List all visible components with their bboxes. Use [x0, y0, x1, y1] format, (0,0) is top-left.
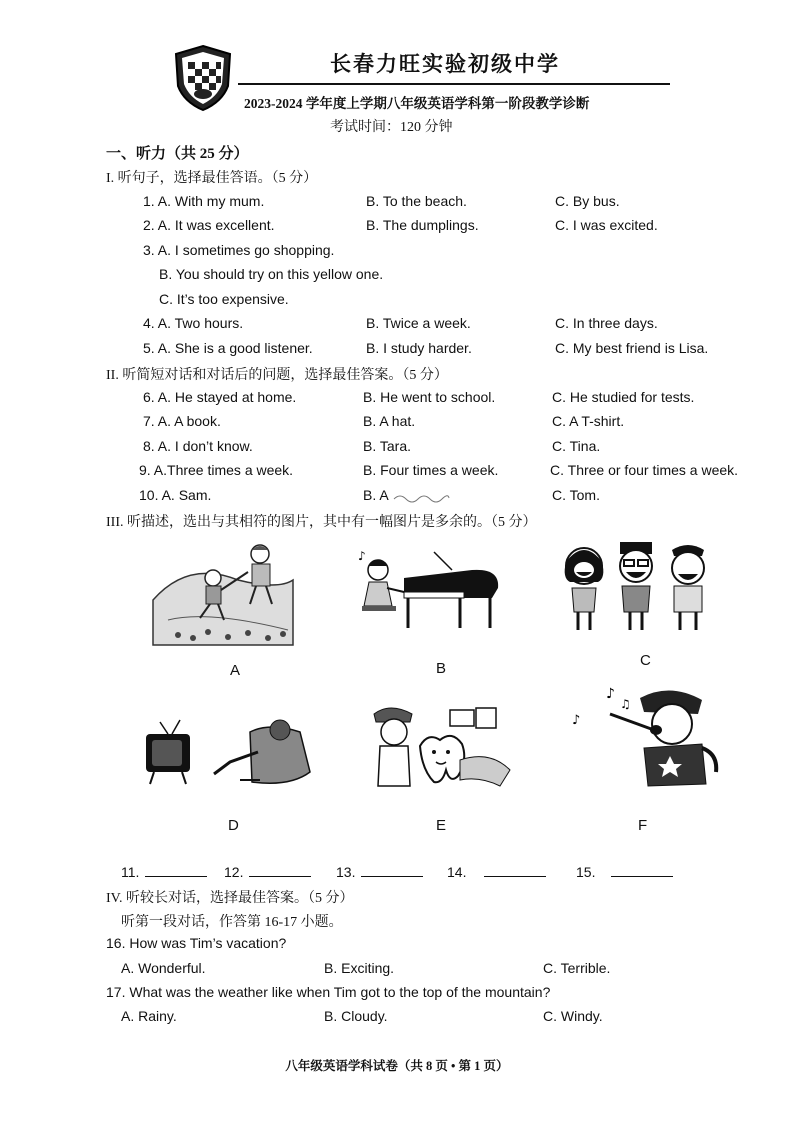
- answer-blank-12[interactable]: [224, 864, 311, 880]
- option-9b: B. Four times a week.: [363, 462, 499, 478]
- section-title: III. 听描述，选出与其相符的图片，其中有一幅图片是多余的。（5 分）: [106, 515, 537, 530]
- picture-f-singing-boy: [570, 684, 720, 790]
- answer-blank-11[interactable]: [121, 864, 207, 880]
- option-17b: B. Cloudy.: [324, 1008, 388, 1024]
- option-4a: 4. A. Two hours.: [143, 315, 244, 331]
- option-9a: 9. A.Three times a week.: [139, 462, 294, 478]
- option-4b: B. Twice a week.: [366, 315, 471, 331]
- option-17a: A. Rainy.: [121, 1008, 177, 1024]
- blank-number: 13.: [336, 864, 356, 880]
- option-7c: C. A T-shirt.: [552, 413, 625, 429]
- picture-d-watching-tv: [140, 712, 320, 792]
- svg-text:♪: ♪: [358, 549, 366, 563]
- svg-text:♫: ♫: [620, 697, 631, 711]
- picture-label-b: B: [436, 660, 447, 677]
- header-rule: [238, 83, 670, 85]
- picture-a-children-outdoors: [148, 540, 298, 650]
- option-1a: 1. A. With my mum.: [143, 193, 265, 209]
- option-7a: 7. A. A book.: [143, 413, 221, 429]
- blank-number: 15.: [576, 864, 596, 880]
- picture-label-e: E: [436, 817, 447, 834]
- exam-subtitle: 2023-2024 学年度上学期八年级英语学科第一阶段教学诊断: [244, 96, 590, 111]
- option-17c: C. Windy.: [543, 1008, 603, 1024]
- illegible-scribble: [392, 490, 450, 504]
- question-17: 17. What was the weather like when Tim got to the top of the mountain?: [106, 984, 551, 1000]
- svg-text:♪: ♪: [606, 686, 615, 702]
- blank-number: 14.: [447, 864, 467, 880]
- picture-b-girl-piano: [352, 548, 502, 630]
- school-name: 长春力旺实验初级中学: [330, 52, 560, 76]
- option-8a: 8. A. I don’t know.: [143, 438, 253, 454]
- option-3c: C. It’s too expensive.: [159, 291, 289, 307]
- option-8b: B. Tara.: [363, 438, 411, 454]
- option-2a: 2. A. It was excellent.: [143, 217, 275, 233]
- answer-blank-13[interactable]: [336, 864, 423, 880]
- exam-time: 考试时间：120 分钟: [330, 120, 453, 135]
- picture-label-f: F: [638, 817, 648, 834]
- option-3a: 3. A. I sometimes go shopping.: [143, 242, 335, 258]
- option-5a: 5. A. She is a good listener.: [143, 340, 313, 356]
- picture-label-a: A: [230, 662, 241, 679]
- option-4c: C. In three days.: [555, 315, 658, 331]
- option-3b: B. You should try on this yellow one.: [159, 266, 384, 282]
- svg-text:♪: ♪: [572, 713, 581, 728]
- section-intro: 听第一段对话，作答第 16-17 小题。: [121, 915, 343, 930]
- option-2c: C. I was excited.: [555, 217, 658, 233]
- option-10c: C. Tom.: [552, 487, 600, 503]
- option-2b: B. The dumplings.: [366, 217, 479, 233]
- option-5b: B. I study harder.: [366, 340, 472, 356]
- question-16: 16. How was Tim’s vacation?: [106, 935, 287, 951]
- blank-number: 11.: [121, 864, 140, 880]
- picture-e-dentist-tooth: [350, 700, 520, 796]
- option-16b: B. Exciting.: [324, 960, 395, 976]
- picture-label-d: D: [228, 817, 239, 834]
- section-title: II. 听简短对话和对话后的问题，选择最佳答案。（5 分）: [106, 368, 448, 383]
- option-10b: B. A: [363, 487, 389, 503]
- option-1b: B. To the beach.: [366, 193, 467, 209]
- section-title: I. 听句子，选择最佳答语。（5 分）: [106, 171, 318, 186]
- option-6a: 6. A. He stayed at home.: [143, 389, 297, 405]
- option-6c: C. He studied for tests.: [552, 389, 695, 405]
- option-10a: 10. A. Sam.: [139, 487, 212, 503]
- part-title: 一、听力（共 25 分）: [106, 146, 249, 162]
- option-8c: C. Tina.: [552, 438, 601, 454]
- answer-blank-14[interactable]: [447, 864, 546, 880]
- picture-label-c: C: [640, 652, 651, 669]
- option-16c: C. Terrible.: [543, 960, 611, 976]
- blank-number: 12.: [224, 864, 244, 880]
- option-16a: A. Wonderful.: [121, 960, 206, 976]
- option-7b: B. A hat.: [363, 413, 416, 429]
- option-6b: B. He went to school.: [363, 389, 496, 405]
- page-footer: 八年级英语学科试卷（共 8 页 • 第 1 页）: [285, 1059, 509, 1073]
- section-title: IV. 听较长对话，选择最佳答案。（5 分）: [106, 891, 354, 906]
- option-5c: C. My best friend is Lisa.: [555, 340, 709, 356]
- answer-blank-15[interactable]: [576, 864, 673, 880]
- picture-c-three-people: [556, 538, 716, 634]
- option-1c: C. By bus.: [555, 193, 620, 209]
- school-logo: [172, 44, 234, 112]
- option-9c: C. Three or four times a week.: [550, 462, 739, 478]
